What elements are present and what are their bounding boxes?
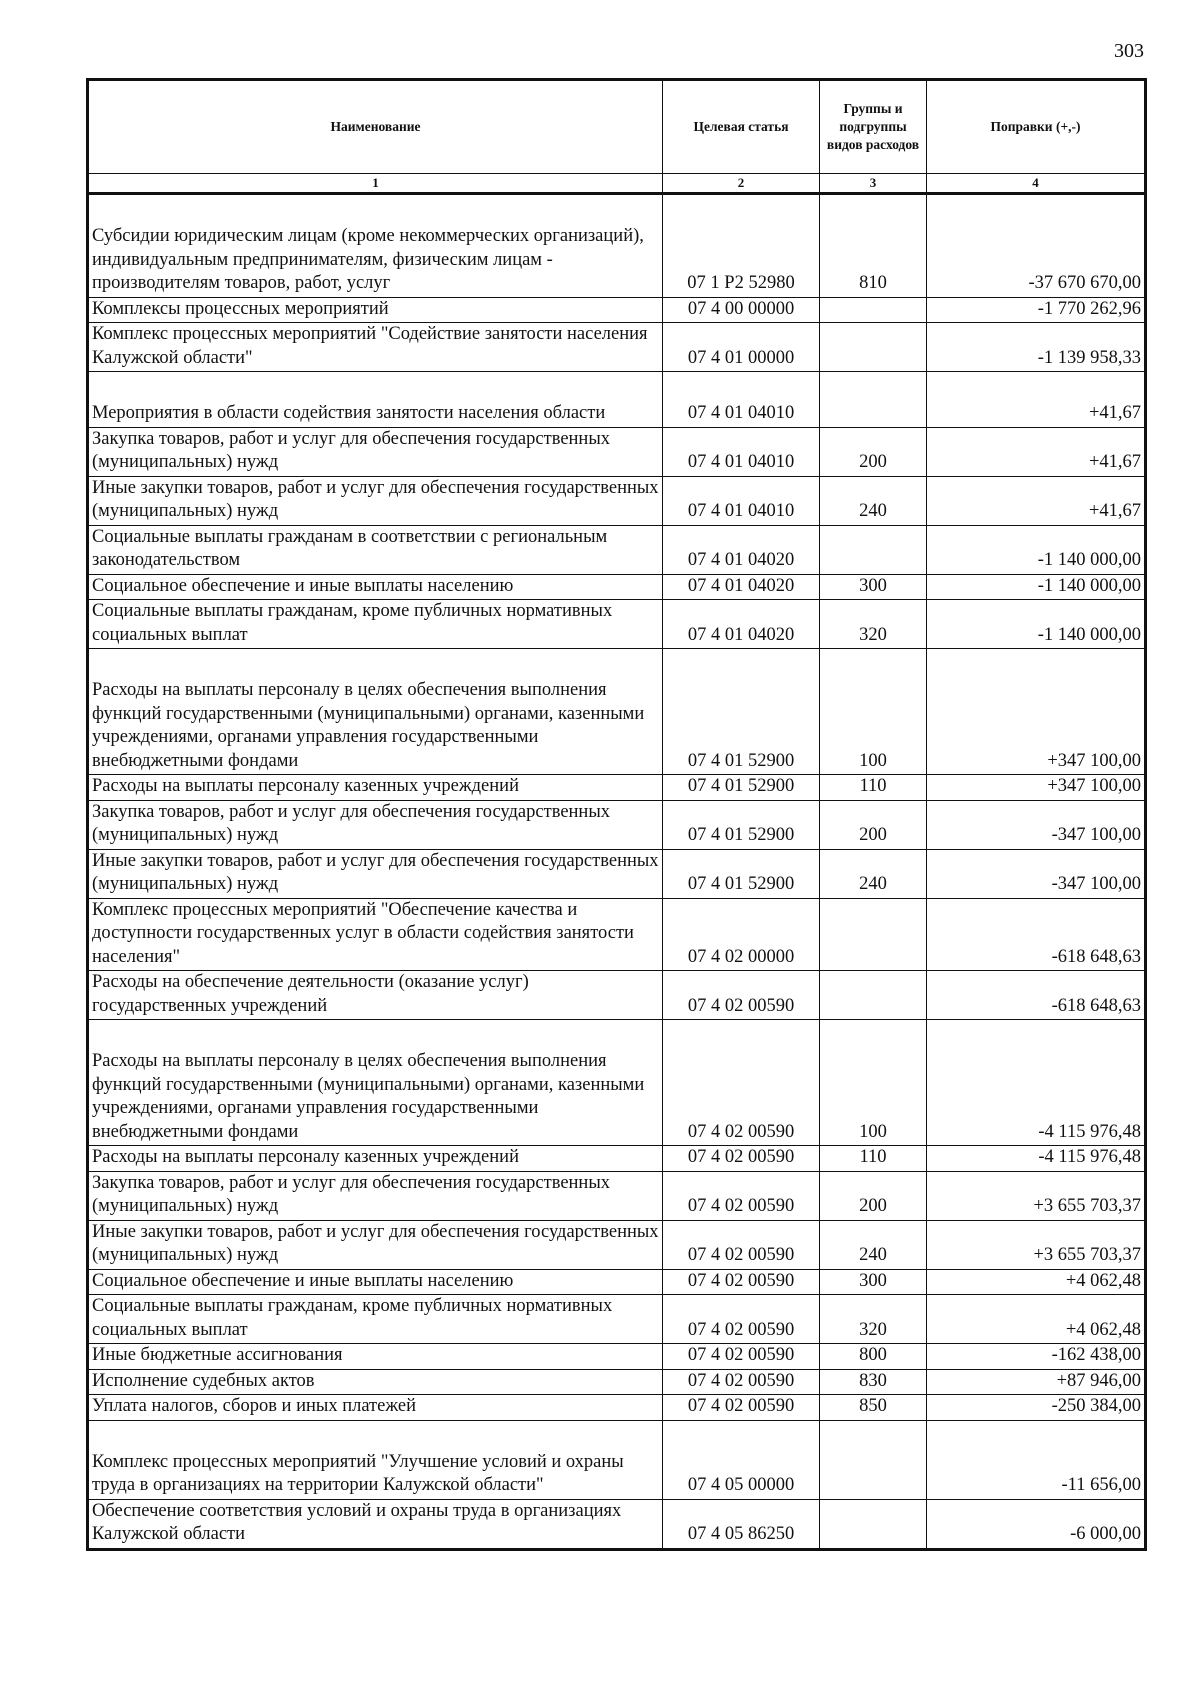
budget-amendments-table [86,78,1147,1551]
row-name: Уплата налогов, сборов и иных платежей [88,1395,663,1421]
row-target-article: 07 4 01 52900 [663,649,820,775]
row-expense-group: 300 [820,1269,927,1295]
row-name: Комплекс процессных мероприятий "Обеспечение качества и доступности государственных услуг в области содействия занятости населения" [88,898,663,971]
table-row [88,800,1146,849]
table-row [88,1146,1146,1172]
table-row [88,1369,1146,1395]
table-row [88,1295,1146,1344]
row-name: Социальные выплаты гражданам, кроме публичных нормативных социальных выплат [88,1295,663,1344]
header-row [88,80,1146,174]
row-amendment: +3 655 703,37 [927,1220,1146,1269]
row-amendment: +347 100,00 [927,775,1146,801]
row-amendment: +41,67 [927,372,1146,428]
row-expense-group: 110 [820,775,927,801]
row-name: Расходы на выплаты персоналу казенных учреждений [88,775,663,801]
table-row [88,1499,1146,1549]
row-name: Обеспечение соответствия условий и охраны труда в организациях Калужской области [88,1499,663,1549]
row-expense-group: 100 [820,649,927,775]
row-amendment: +347 100,00 [927,649,1146,775]
row-amendment: +87 946,00 [927,1369,1146,1395]
row-expense-group: 200 [820,800,927,849]
header-num-1: 1 [88,174,663,194]
row-name: Иные бюджетные ассигнования [88,1344,663,1370]
row-expense-group: 800 [820,1344,927,1370]
table-row [88,1220,1146,1269]
row-name: Социальное обеспечение и иные выплаты населению [88,1269,663,1295]
row-amendment: -250 384,00 [927,1395,1146,1421]
row-amendment: -4 115 976,48 [927,1146,1146,1172]
row-amendment: +41,67 [927,476,1146,525]
row-amendment: +4 062,48 [927,1269,1146,1295]
row-expense-group [820,372,927,428]
row-amendment: -618 648,63 [927,898,1146,971]
table-row [88,323,1146,372]
row-expense-group [820,297,927,323]
header-number-row [88,174,1146,194]
row-amendment: +41,67 [927,427,1146,476]
row-name: Социальные выплаты гражданам, кроме публичных нормативных социальных выплат [88,600,663,649]
page-number: 303 [1114,40,1144,62]
row-target-article: 07 4 05 00000 [663,1420,820,1499]
row-target-article: 07 4 01 04010 [663,427,820,476]
row-name: Иные закупки товаров, работ и услуг для обеспечения государственных (муниципальных) нужд [88,1220,663,1269]
row-name: Мероприятия в области содействия занятости населения области [88,372,663,428]
row-expense-group [820,525,927,574]
row-target-article: 07 4 00 00000 [663,297,820,323]
row-amendment: -1 770 262,96 [927,297,1146,323]
row-target-article: 07 4 02 00590 [663,1269,820,1295]
row-target-article: 07 4 01 04020 [663,600,820,649]
row-expense-group: 240 [820,1220,927,1269]
row-target-article: 07 4 01 04010 [663,476,820,525]
row-expense-group [820,1420,927,1499]
table-row [88,525,1146,574]
row-target-article: 07 4 05 86250 [663,1499,820,1549]
table-body [88,194,1146,1550]
row-expense-group: 320 [820,600,927,649]
row-amendment: -1 140 000,00 [927,574,1146,600]
table-row [88,297,1146,323]
row-name: Социальное обеспечение и иные выплаты населению [88,574,663,600]
row-amendment: -347 100,00 [927,800,1146,849]
row-name: Социальные выплаты гражданам в соответствии с региональным законодательством [88,525,663,574]
row-target-article: 07 4 01 00000 [663,323,820,372]
row-expense-group: 830 [820,1369,927,1395]
row-expense-group [820,1499,927,1549]
table-row [88,1420,1146,1499]
row-name: Расходы на выплаты персоналу в целях обеспечения выполнения функций государственными (муниципальными) органами, казенными учреждениями, органами управления государственными внебюджетными фондами [88,649,663,775]
row-name: Закупка товаров, работ и услуг для обеспечения государственных (муниципальных) нужд [88,427,663,476]
table-row [88,1269,1146,1295]
row-target-article: 07 4 01 52900 [663,800,820,849]
header-num-2: 2 [663,174,820,194]
table-row [88,971,1146,1020]
row-target-article: 07 4 02 00590 [663,1295,820,1344]
table-row [88,427,1146,476]
row-target-article: 07 4 02 00000 [663,898,820,971]
row-name: Комплекс процессных мероприятий "Улучшение условий и охраны труда в организациях на территории Калужской области" [88,1420,663,1499]
row-amendment: -37 670 670,00 [927,194,1146,298]
row-amendment: -1 140 000,00 [927,525,1146,574]
row-expense-group: 300 [820,574,927,600]
row-expense-group: 320 [820,1295,927,1344]
row-name: Закупка товаров, работ и услуг для обеспечения государственных (муниципальных) нужд [88,800,663,849]
table-row [88,775,1146,801]
row-target-article: 07 4 02 00590 [663,1395,820,1421]
row-name: Иные закупки товаров, работ и услуг для обеспечения государственных (муниципальных) нужд [88,849,663,898]
row-expense-group: 110 [820,1146,927,1172]
row-target-article: 07 4 01 04020 [663,574,820,600]
table-row [88,574,1146,600]
table-row [88,194,1146,298]
table-row [88,372,1146,428]
row-amendment: -11 656,00 [927,1420,1146,1499]
row-expense-group: 100 [820,1020,927,1146]
row-amendment: -618 648,63 [927,971,1146,1020]
row-expense-group: 240 [820,476,927,525]
row-name: Закупка товаров, работ и услуг для обеспечения государственных (муниципальных) нужд [88,1171,663,1220]
table-row [88,1171,1146,1220]
row-name: Расходы на обеспечение деятельности (оказание услуг) государственных учреждений [88,971,663,1020]
row-amendment: -1 140 000,00 [927,600,1146,649]
row-target-article: 07 4 01 04010 [663,372,820,428]
table-row [88,600,1146,649]
row-amendment: -1 139 958,33 [927,323,1146,372]
row-target-article: 07 4 02 00590 [663,1220,820,1269]
row-target-article: 07 4 02 00590 [663,1171,820,1220]
row-target-article: 07 4 02 00590 [663,971,820,1020]
row-expense-group: 200 [820,1171,927,1220]
header-amendments: Поправки (+,-) [927,80,1146,174]
row-target-article: 07 1 P2 52980 [663,194,820,298]
row-amendment: -6 000,00 [927,1499,1146,1549]
row-target-article: 07 4 01 52900 [663,849,820,898]
table-row [88,1020,1146,1146]
row-expense-group: 200 [820,427,927,476]
header-num-4: 4 [927,174,1146,194]
row-expense-group [820,323,927,372]
row-name: Комплексы процессных мероприятий [88,297,663,323]
table-row [88,649,1146,775]
table-row [88,849,1146,898]
header-target-article: Целевая статья [663,80,820,174]
header-num-3: 3 [820,174,927,194]
row-name: Иные закупки товаров, работ и услуг для обеспечения государственных (муниципальных) нужд [88,476,663,525]
table-row [88,1395,1146,1421]
row-name: Расходы на выплаты персоналу в целях обеспечения выполнения функций государственными (муниципальными) органами, казенными учреждениями, органами управления государственными внебюджетными фондами [88,1020,663,1146]
row-target-article: 07 4 02 00590 [663,1020,820,1146]
table-row [88,1344,1146,1370]
row-amendment: +3 655 703,37 [927,1171,1146,1220]
row-target-article: 07 4 01 52900 [663,775,820,801]
row-target-article: 07 4 01 04020 [663,525,820,574]
row-amendment: -347 100,00 [927,849,1146,898]
row-expense-group: 240 [820,849,927,898]
table-row [88,476,1146,525]
row-expense-group: 810 [820,194,927,298]
row-name: Расходы на выплаты персоналу казенных учреждений [88,1146,663,1172]
row-name: Субсидии юридическим лицам (кроме некоммерческих организаций), индивидуальным предпринимателям, физическим лицам - производителям товаров, работ, услуг [88,194,663,298]
row-expense-group: 850 [820,1395,927,1421]
row-name: Исполнение судебных актов [88,1369,663,1395]
row-expense-group [820,898,927,971]
row-target-article: 07 4 02 00590 [663,1146,820,1172]
header-name: Наименование [88,80,663,174]
row-target-article: 07 4 02 00590 [663,1344,820,1370]
row-amendment: -4 115 976,48 [927,1020,1146,1146]
row-amendment: +4 062,48 [927,1295,1146,1344]
row-amendment: -162 438,00 [927,1344,1146,1370]
table-row [88,898,1146,971]
header-expense-groups: Группы и подгруппы видов расходов [820,80,927,174]
row-name: Комплекс процессных мероприятий "Содействие занятости населения Калужской области" [88,323,663,372]
row-target-article: 07 4 02 00590 [663,1369,820,1395]
row-expense-group [820,971,927,1020]
